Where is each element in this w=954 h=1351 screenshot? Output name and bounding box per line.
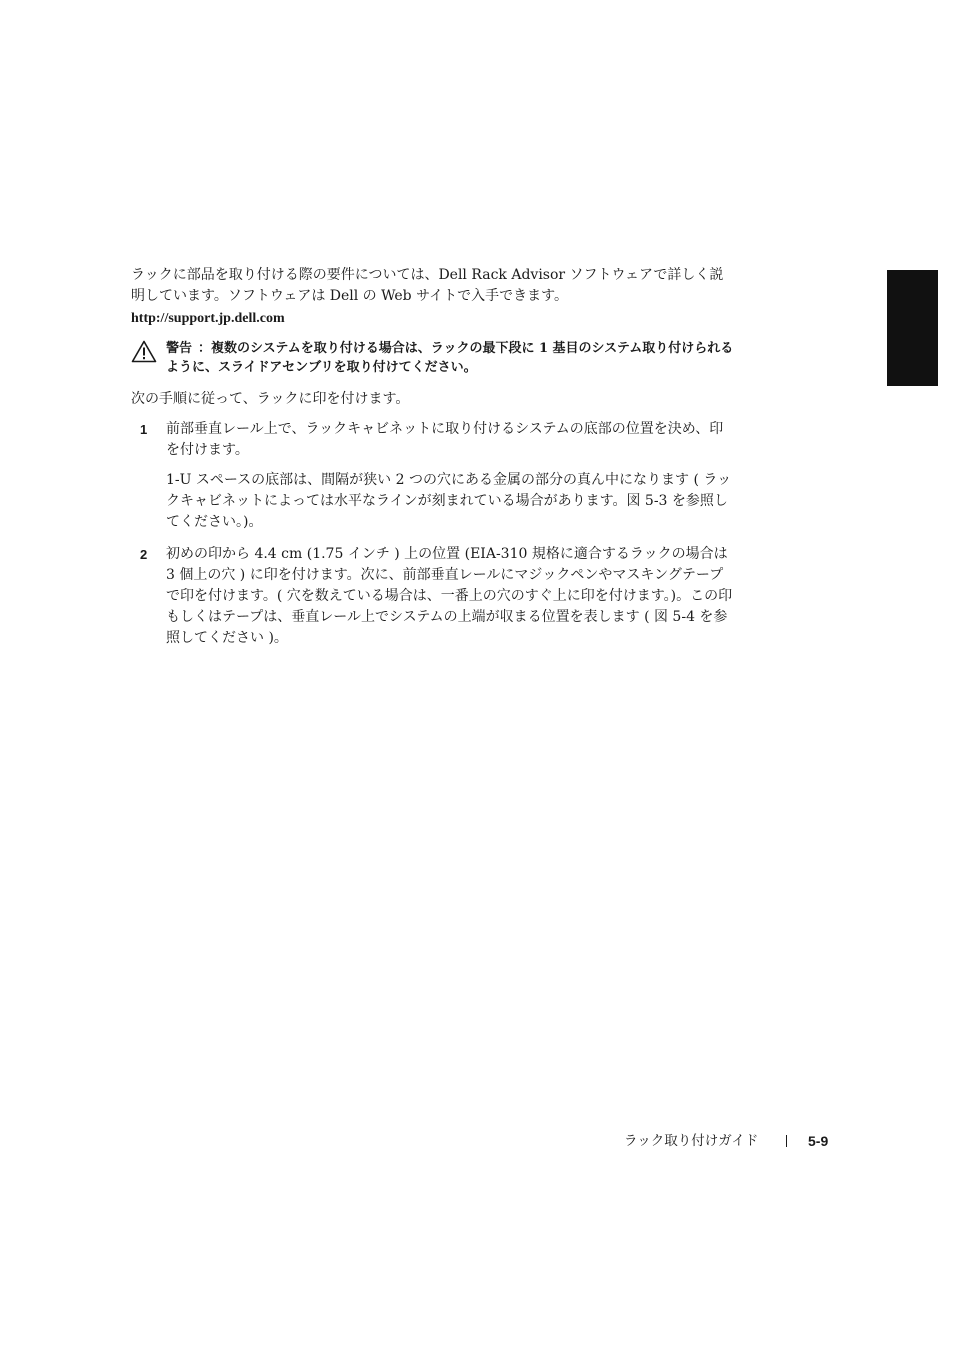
page-number: 5-9 — [808, 1133, 829, 1149]
step-text: 初めの印から 4.4 cm (1.75 インチ ) 上の位置 (EIA-310 規格に適合するラックの場合は 3 個上の穴 ) に印を付けます。次に、前部垂直レールにマジックペンやマスキングテープで印を付けます。( 穴を数えている場合は、一番上の穴のすぐ上に印を付けます。)。この印もしくはテープは、垂直レール上でシステムの上端が収まる位置を表します ( 図 5-4 を参照してください )。 — [166, 546, 733, 646]
step-2 — [131, 544, 737, 649]
step-text: 前部垂直レール上で、ラックキャビネットに取り付けるシステムの底部の位置を決め、印を付けます。 — [166, 421, 724, 458]
support-url[interactable]: http://support.jp.dell.com — [131, 311, 285, 326]
step-1 — [131, 419, 737, 533]
procedure-intro: 次の手順に従って、ラックに印を付けます。 — [131, 391, 410, 407]
warning-text: ：複数のシステムを取り付ける場合は、ラックの最下段に 1 基目のシステム取り付けられるように、スライドアセンブリを取り付けてください。 — [166, 341, 734, 375]
step-number: 1 — [140, 422, 148, 437]
warning-triangle-icon — [131, 340, 157, 363]
steps-list — [131, 419, 737, 649]
footer-section-title: ラック取り付けガイド — [624, 1133, 759, 1149]
main-content — [131, 265, 737, 649]
chapter-tab — [887, 270, 938, 386]
page-footer — [620, 1131, 830, 1151]
footer-separator — [786, 1135, 787, 1147]
warning-notice — [131, 339, 737, 377]
warning-label: 警告 — [166, 341, 193, 356]
step-note: 1-U スペースの底部は、間隔が狭い 2 つの穴にある金属の部分の真ん中になります ( ラックキャビネットによっては水平なラインが刻まれている場合があります。図 5-3 を参照してください。)。 — [166, 472, 732, 530]
intro-paragraph: ラックに部品を取り付ける際の要件については、Dell Rack Advisor ソフトウェアで詳しく説明しています。ソフトウェアは Dell の Web サイトで入手できます。 — [131, 267, 724, 304]
step-number: 2 — [140, 547, 148, 562]
